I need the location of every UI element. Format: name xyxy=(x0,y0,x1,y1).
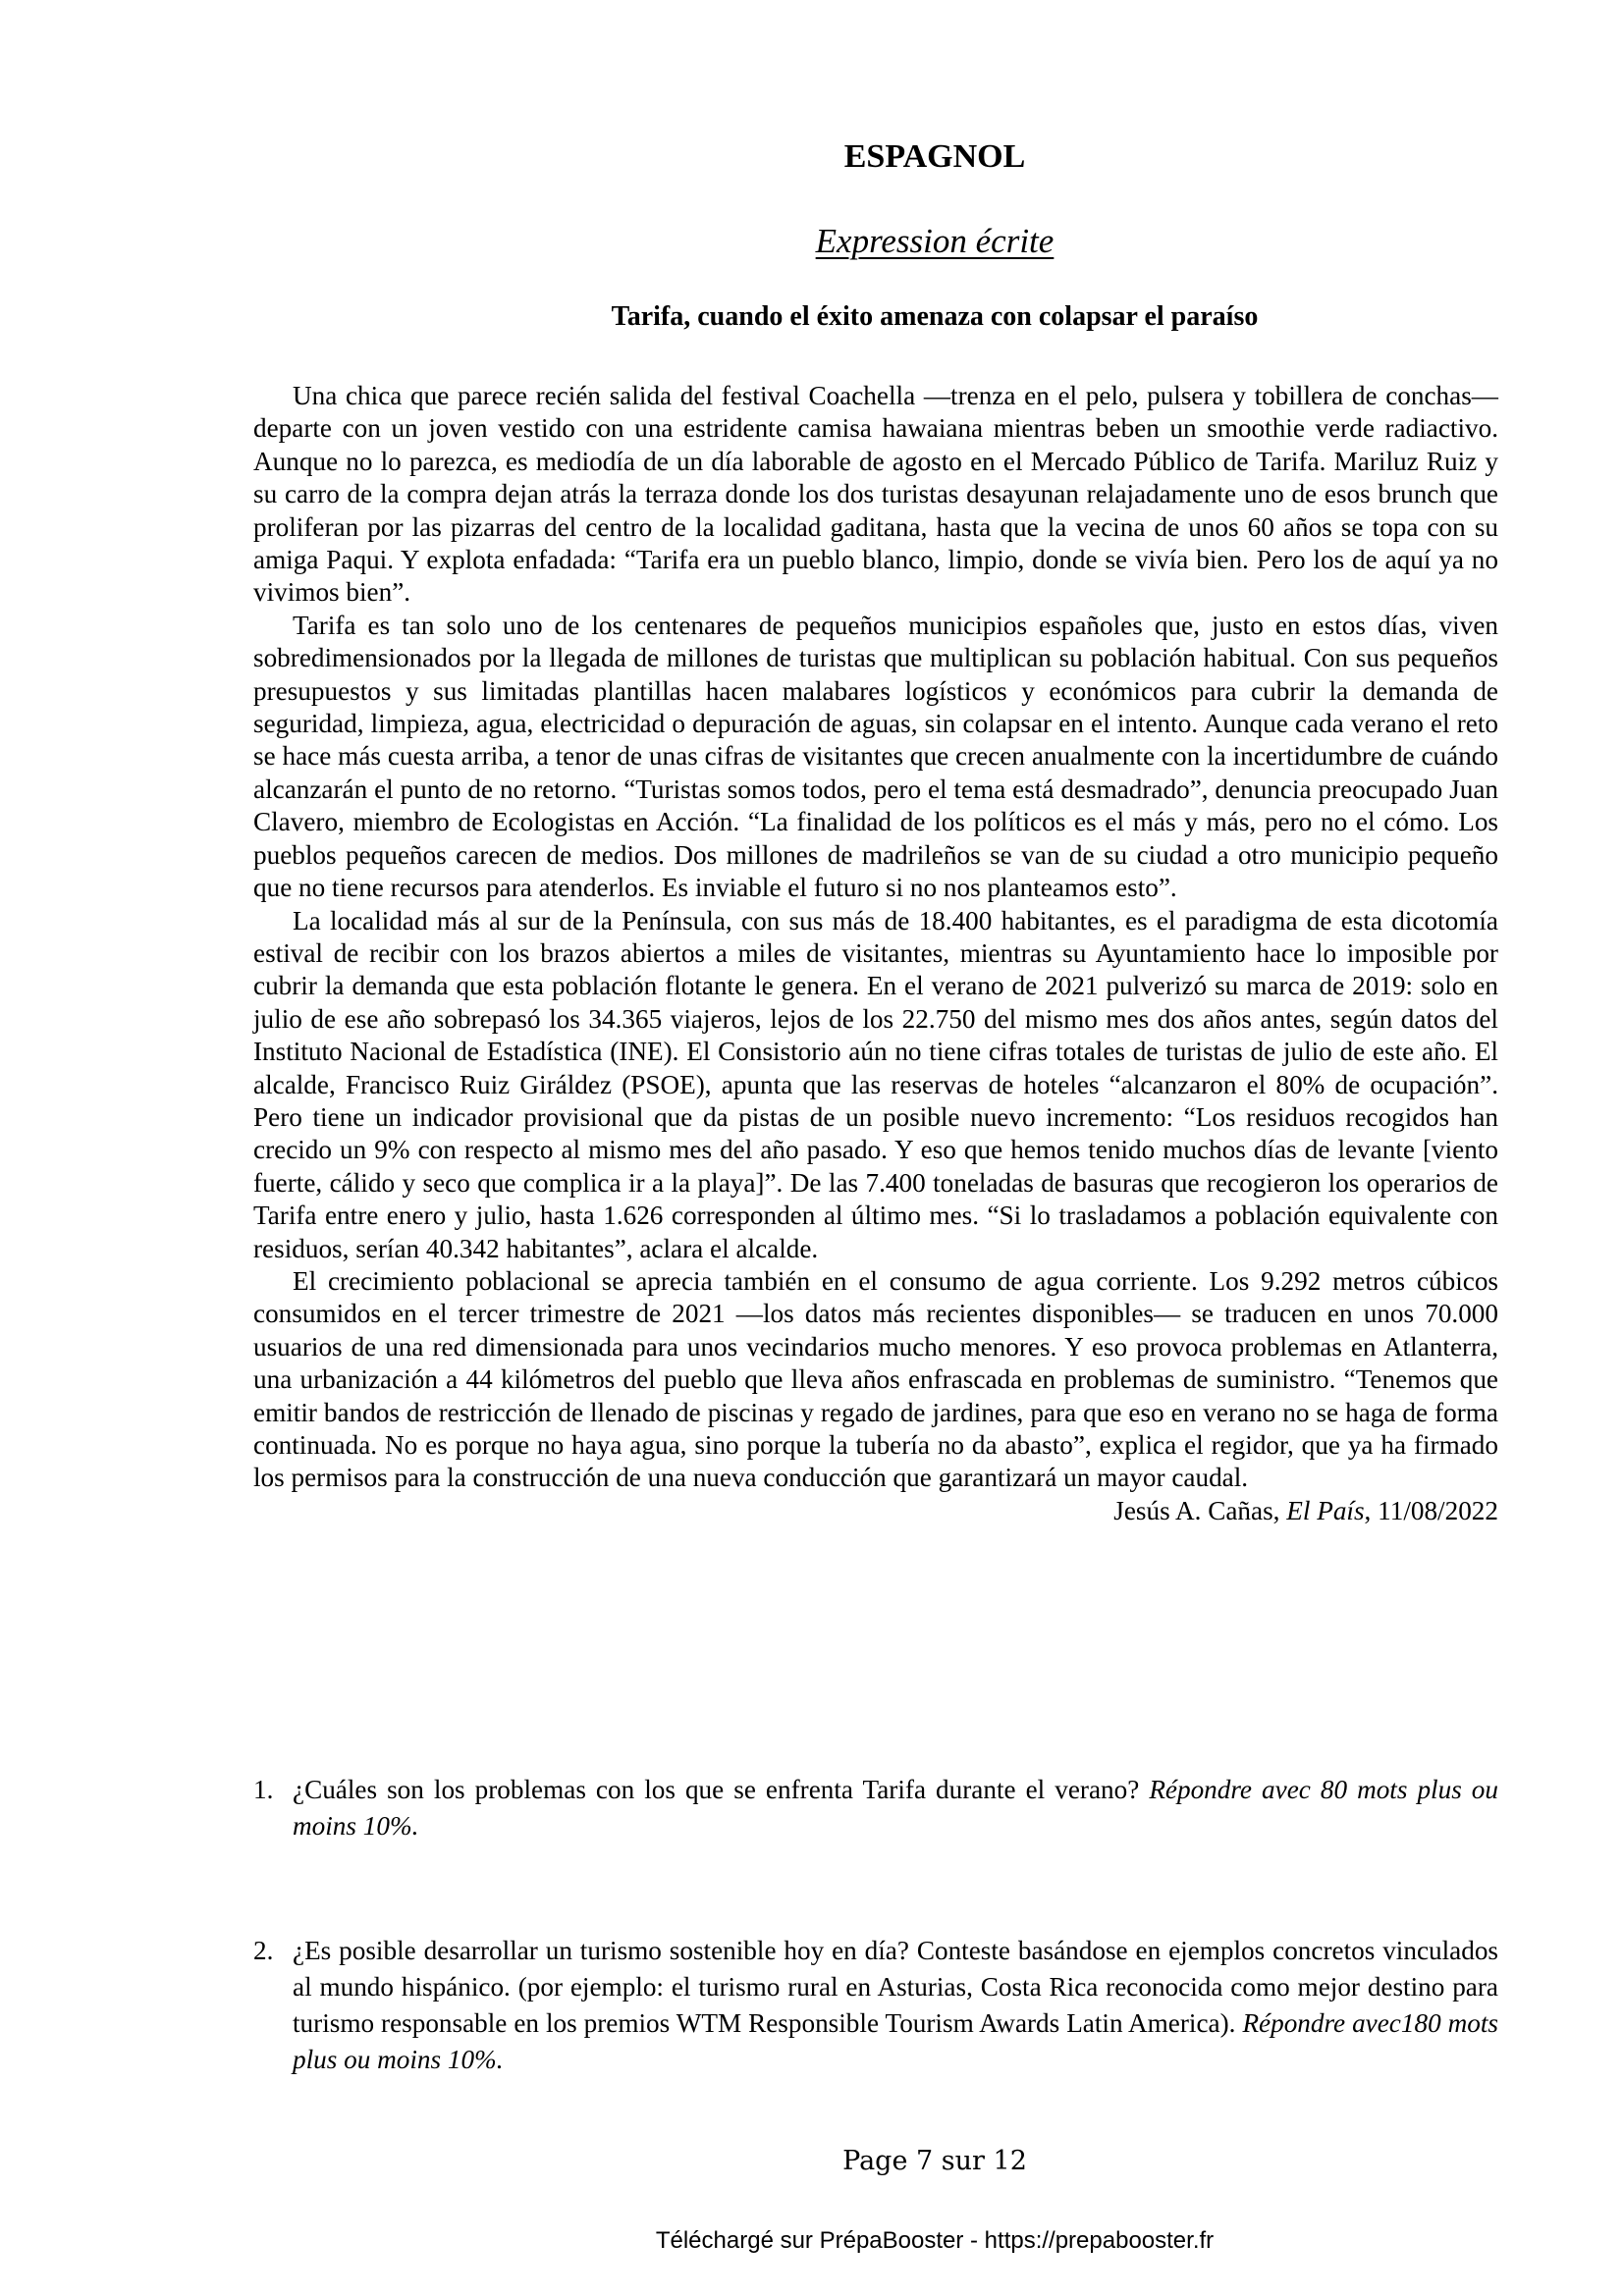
question-text: ¿Cuáles son los problemas con los que se enfrenta Tarifa durante el verano? xyxy=(293,1775,1150,1804)
page-number: Page 7 sur 12 xyxy=(842,2146,1027,2176)
article-source xyxy=(253,1495,1498,1527)
source-publication: El País xyxy=(1286,1495,1365,1525)
article-body xyxy=(253,380,1498,1527)
question-number: 2. xyxy=(253,1936,274,1965)
section-title xyxy=(253,221,1498,262)
download-footer: Téléchargé sur PrépaBooster - https://prepabooster.fr xyxy=(655,2227,1215,2254)
article-title: Tarifa, cuando el éxito amenaza con colapsar el paraíso xyxy=(611,301,1259,332)
source-author: Jesús A. Cañas, xyxy=(1113,1495,1287,1525)
question-text-wrapper xyxy=(293,1933,1498,2078)
question-item xyxy=(253,1772,1498,1844)
question-instruction: Répondre avec180 mots plus ou moins 10%. xyxy=(293,2008,1498,2074)
subject-title: ESPAGNOL xyxy=(843,138,1026,175)
question-item xyxy=(253,1933,1498,2078)
question-instruction: Répondre avec 80 mots plus ou moins 10%. xyxy=(293,1775,1498,1841)
article-paragraph: Tarifa es tan solo uno de los centenares de pequeños municipios españoles que, justo en estos días, viven sobredimensionados por la llegada de millones de turistas que multiplican su población habitual. Con sus pequeños presupuestos y sus limitadas plantillas hacen malabares logísticos y económicos para cubrir la demanda de seguridad, limpieza, agua, electricidad o depuración de aguas, sin colapsar en el intento. Aunque cada verano el reto se hace más cuesta arriba, a tenor de unas cifras de visitantes que crecen anualmente con la incertidumbre de cuándo alcanzarán el punto de no retorno. “Turistas somos todos, pero el tema está desmadrado”, denuncia preocupado Juan Clavero, miembro de Ecologistas en Acción. “La finalidad de los políticos es el más y más, pero no el cómo. Los pueblos pequeños carecen de medios. Dos millones de madrileños se van de su ciudad a otro municipio pequeño que no tiene recursos para atenderlos. Es inviable el futuro si no nos planteamos esto”. xyxy=(253,610,1498,903)
source-date: , 11/08/2022 xyxy=(1364,1495,1498,1525)
article-paragraph: La localidad más al sur de la Península, con sus más de 18.400 habitantes, es el paradigma de esta dicotomía estival de recibir con los brazos abiertos a miles de visitantes, mientras su Ayuntamiento hace lo imposible por cubrir la demanda que esta población flotante le genera. En el verano de 2021 pulverizó su marca de 2019: solo en julio de ese año sobrepasó los 34.365 viajeros, lejos de los 22.750 del mismo mes dos años antes, según datos del Instituto Nacional de Estadística (INE). El Consistorio aún no tiene cifras totales de turistas de julio de este año. El alcalde, Francisco Ruiz Giráldez (PSOE), apunta que las reservas de hoteles “alcanzaron el 80% de ocupación”. Pero tiene un indicador provisional que da pistas de un posible nuevo incremento: “Los residuos recogidos han crecido un 9% con respecto al mismo mes del año pasado. Y eso que hemos tenido muchos días de levante [viento fuerte, cálido y seco que complica ir a la playa]”. De las 7.400 toneladas de basuras que recogieron los operarios de Tarifa entre enero y julio, hasta 1.626 corresponden al último mes. “Si lo trasladamos a población equivalente con residuos, serían 40.342 habitantes”, aclara el alcalde. xyxy=(253,905,1498,1263)
question-text-wrapper xyxy=(293,1772,1498,1844)
questions-list xyxy=(253,1772,1498,2078)
article-paragraph: Una chica que parece recién salida del festival Coachella —trenza en el pelo, pulsera y tobillera de conchas— departe con un joven vestido con una estridente camisa hawaiana mientras beben un smoothie verde radiactivo. Aunque no lo parezca, es mediodía de un día laborable de agosto en el Mercado Público de Tarifa. Mariluz Ruiz y su carro de la compra dejan atrás la terraza donde los dos turistas desayunan relajadamente uno de esos brunch que proliferan por las pizarras del centro de la localidad gaditana, hasta que la vecina de unos 60 años se topa con su amiga Paqui. Y explota enfadada: “Tarifa era un pueblo blanco, limpio, donde se vivía bien. Pero los de aquí ya no vivimos bien”. xyxy=(253,381,1498,608)
question-text: ¿Es posible desarrollar un turismo sostenible hoy en día? Conteste basándose en ejemplos concretos vinculados al mundo hispánico. (por ejemplo: el turismo rural en Asturias, Costa Rica reconocida como mejor destino para turismo responsable en los premios WTM Responsible Tourism Awards Latin America). xyxy=(293,1936,1498,2038)
section-title-text: Expression écrite xyxy=(815,222,1055,260)
question-number: 1. xyxy=(253,1775,274,1804)
article-paragraph: El crecimiento poblacional se aprecia también en el consumo de agua corriente. Los 9.292 metros cúbicos consumidos en el tercer trimestre de 2021 —los datos más recientes disponibles— se traducen en unos 70.000 usuarios de una red dimensionada para unos vecindarios mucho menores. Y eso provoca problemas en Atlanterra, una urbanización a 44 kilómetros del pueblo que lleva años enfrascada en problemas de suministro. “Tenemos que emitir bandos de restricción de llenado de piscinas y regado de jardines, para que eso en verano no se haga de forma continuada. No es porque no haya agua, sino porque la tubería no da abasto”, explica el regidor, que ya ha firmado los permisos para la construcción de una nueva conducción que garantizará un mayor caudal. xyxy=(253,1265,1498,1493)
